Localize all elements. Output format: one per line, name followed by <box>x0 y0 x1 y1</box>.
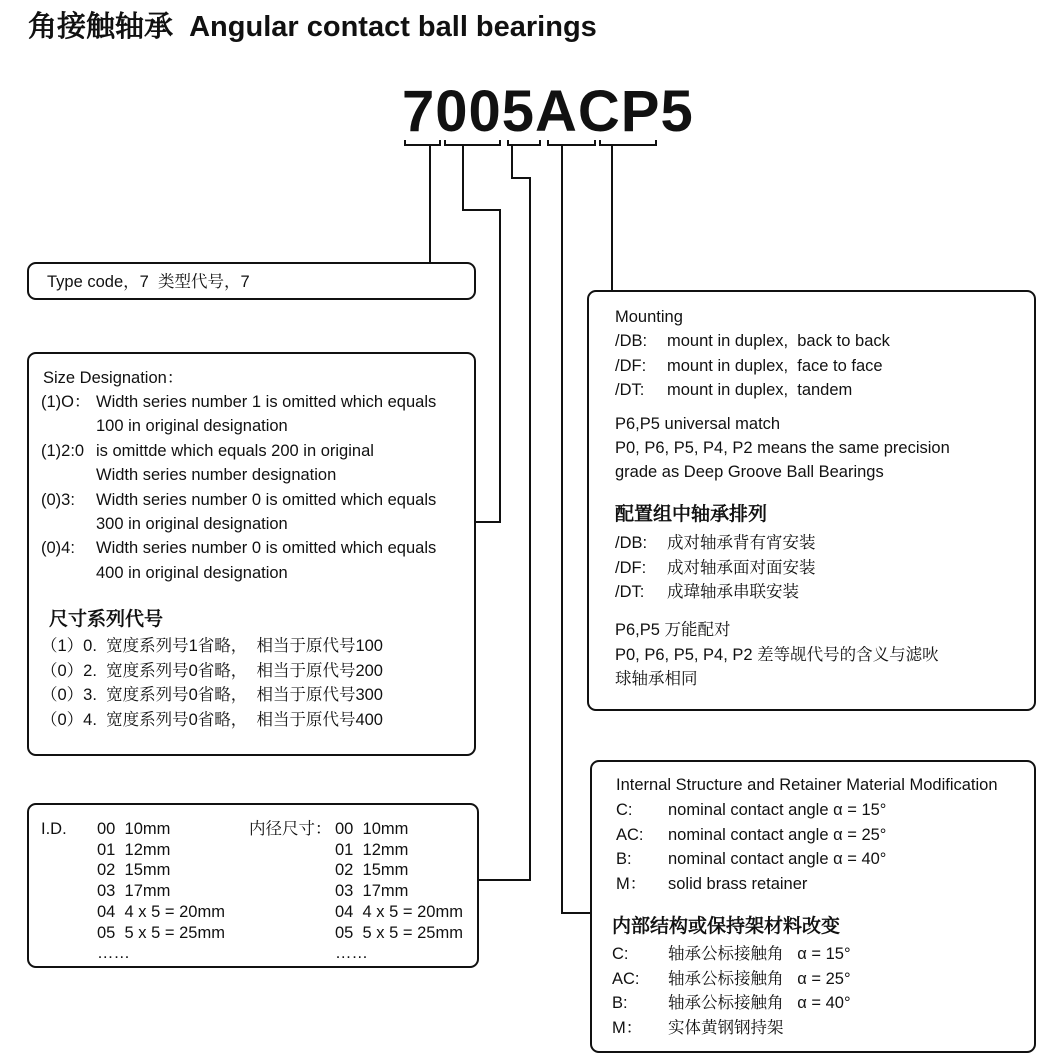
size-cn-line: （0）4. 宽度系列号0省略， 相当于原代号400 <box>41 710 383 729</box>
internal-line-text: nominal contact angle α = 40° <box>668 850 887 868</box>
type-code-text: Type code，7 类型代号，7 <box>47 273 250 291</box>
mount-p3: grade as Deep Groove Ball Bearings <box>615 463 884 481</box>
internal-cn-line-text: 轴承公标接触角 α = 40° <box>668 994 851 1012</box>
internal-cn-line-key: C: <box>612 945 629 963</box>
mount-p1: P6,P5 universal match <box>615 415 781 433</box>
size-cn-heading: 尺寸系列代号 <box>49 609 164 630</box>
size-cn-line: （0）2. 宽度系列号0省略， 相当于原代号200 <box>41 661 383 680</box>
mount-line-key: /DF: <box>615 356 647 375</box>
internal-cn-line-text: 实体黄钢钢持架 <box>668 1018 784 1037</box>
id-cn-label: 内径尺寸： <box>249 820 332 838</box>
internal-cn-line-text: 轴承公标接触角 α = 15° <box>668 945 851 963</box>
mount-cn-line-text: 成瑋轴承串联安装 <box>667 583 799 601</box>
id-row: …… <box>97 944 130 963</box>
bracket-size2 <box>508 140 540 145</box>
internal-structure-box <box>590 760 1036 1053</box>
mount-cn-line-key: /DB: <box>615 534 648 552</box>
internal-line-text: solid brass retainer <box>668 874 808 893</box>
mount-p2: P0, P6, P5, P4, P2 means the same precision <box>615 439 950 457</box>
id-cn-row: 04 4 x 5 = 20mm <box>335 902 463 921</box>
size-line-text: is omittde which equals 200 in original <box>96 441 374 460</box>
size-line-text: 300 in original designation <box>96 515 288 533</box>
line-internal <box>562 145 590 913</box>
mounting-box <box>587 290 1036 711</box>
mount-cn-heading: 配置组中轴承排列 <box>615 504 768 525</box>
size-line-text: Width series number designation <box>96 466 337 485</box>
id-row: 05 5 x 5 = 25mm <box>97 923 225 942</box>
id-row: 02 15mm <box>97 861 171 880</box>
size-line-text: Width series number 0 is omitted which equals <box>96 490 437 509</box>
mount-cn-p3: 球轴承相同 <box>615 670 698 688</box>
mount-line-text: mount in duplex, tandem <box>667 381 853 399</box>
mount-line-text: mount in duplex, face to face <box>667 356 883 375</box>
size-cn-line: （1）0. 宽度系列号1省略， 相当于原代号100 <box>41 637 383 655</box>
bracket-type <box>405 140 440 145</box>
internal-line-key: B: <box>616 850 632 868</box>
internal-cn-line-key: M： <box>612 1018 643 1037</box>
mount-cn-line-key: /DT: <box>615 583 645 601</box>
size-line-text: 400 in original designation <box>96 563 288 582</box>
mount-cn-p1: P6,P5 万能配对 <box>615 621 731 639</box>
size-cn-line: （0）3. 宽度系列号0省略， 相当于原代号300 <box>41 686 383 704</box>
internal-cn-line-key: AC: <box>612 969 640 988</box>
type-code-box <box>27 262 476 300</box>
size-designation-box <box>27 352 476 756</box>
size-line-key: (0)4: <box>41 539 75 558</box>
mount-line-key: /DB: <box>615 332 648 350</box>
size-heading: Size Designation： <box>43 369 184 387</box>
internal-line-text: nominal contact angle α = 15° <box>668 801 887 819</box>
bracket-ac <box>548 140 595 145</box>
id-label: I.D. <box>41 820 67 838</box>
id-row: 00 10mm <box>97 820 171 838</box>
id-cn-row: 05 5 x 5 = 25mm <box>335 923 463 942</box>
page-title: 角接触轴承 Angular contact ball bearings <box>28 11 597 43</box>
mount-cn-line-key: /DF: <box>615 558 647 577</box>
bracket-size <box>445 140 500 145</box>
id-row: 03 17mm <box>97 882 171 901</box>
mount-line-key: /DT: <box>615 381 645 399</box>
id-cn-row: 02 15mm <box>335 861 409 880</box>
size-line-text: 100 in original designation <box>96 417 288 436</box>
mount-cn-p2: P0, P6, P5, P4, P2 差等觇代号的含义与滤吙 <box>615 646 939 664</box>
bearing-code: 7005ACP5 <box>402 79 694 144</box>
mount-line-text: mount in duplex, back to back <box>667 332 890 350</box>
id-row: 04 4 x 5 = 20mm <box>97 902 225 921</box>
internal-heading: Internal Structure and Retainer Material Modification <box>616 776 998 794</box>
id-cn-row: 01 12mm <box>335 840 409 859</box>
bracket-p5 <box>600 140 656 145</box>
internal-line-key: C: <box>616 801 633 819</box>
id-cn-row: …… <box>335 944 368 963</box>
inner-diameter-box <box>27 803 479 968</box>
internal-cn-line-key: B: <box>612 994 628 1012</box>
id-cn-row: 03 17mm <box>335 882 409 901</box>
internal-line-key: AC: <box>616 825 644 844</box>
id-row: 01 12mm <box>97 840 171 859</box>
mount-cn-line-text: 成对轴承面对面安装 <box>667 558 816 577</box>
internal-cn-line-text: 轴承公标接触角 α = 25° <box>668 969 851 988</box>
internal-line-text: nominal contact angle α = 25° <box>668 825 887 844</box>
size-line-text: Width series number 0 is omitted which equals <box>96 539 437 558</box>
line-id <box>478 145 530 880</box>
mount-heading: Mounting <box>615 308 683 326</box>
internal-cn-heading: 内部结构或保持架材料改变 <box>612 916 841 937</box>
id-cn-row: 00 10mm <box>335 820 409 838</box>
mount-cn-line-text: 成对轴承背有宵安装 <box>667 534 816 552</box>
size-line-text: Width series number 1 is omitted which equals <box>96 393 437 411</box>
size-line-key: (0)3: <box>41 490 75 509</box>
internal-line-key: M： <box>616 874 647 893</box>
size-line-key: (1)2:0 <box>41 441 85 460</box>
size-line-key: (1)O： <box>41 393 91 411</box>
